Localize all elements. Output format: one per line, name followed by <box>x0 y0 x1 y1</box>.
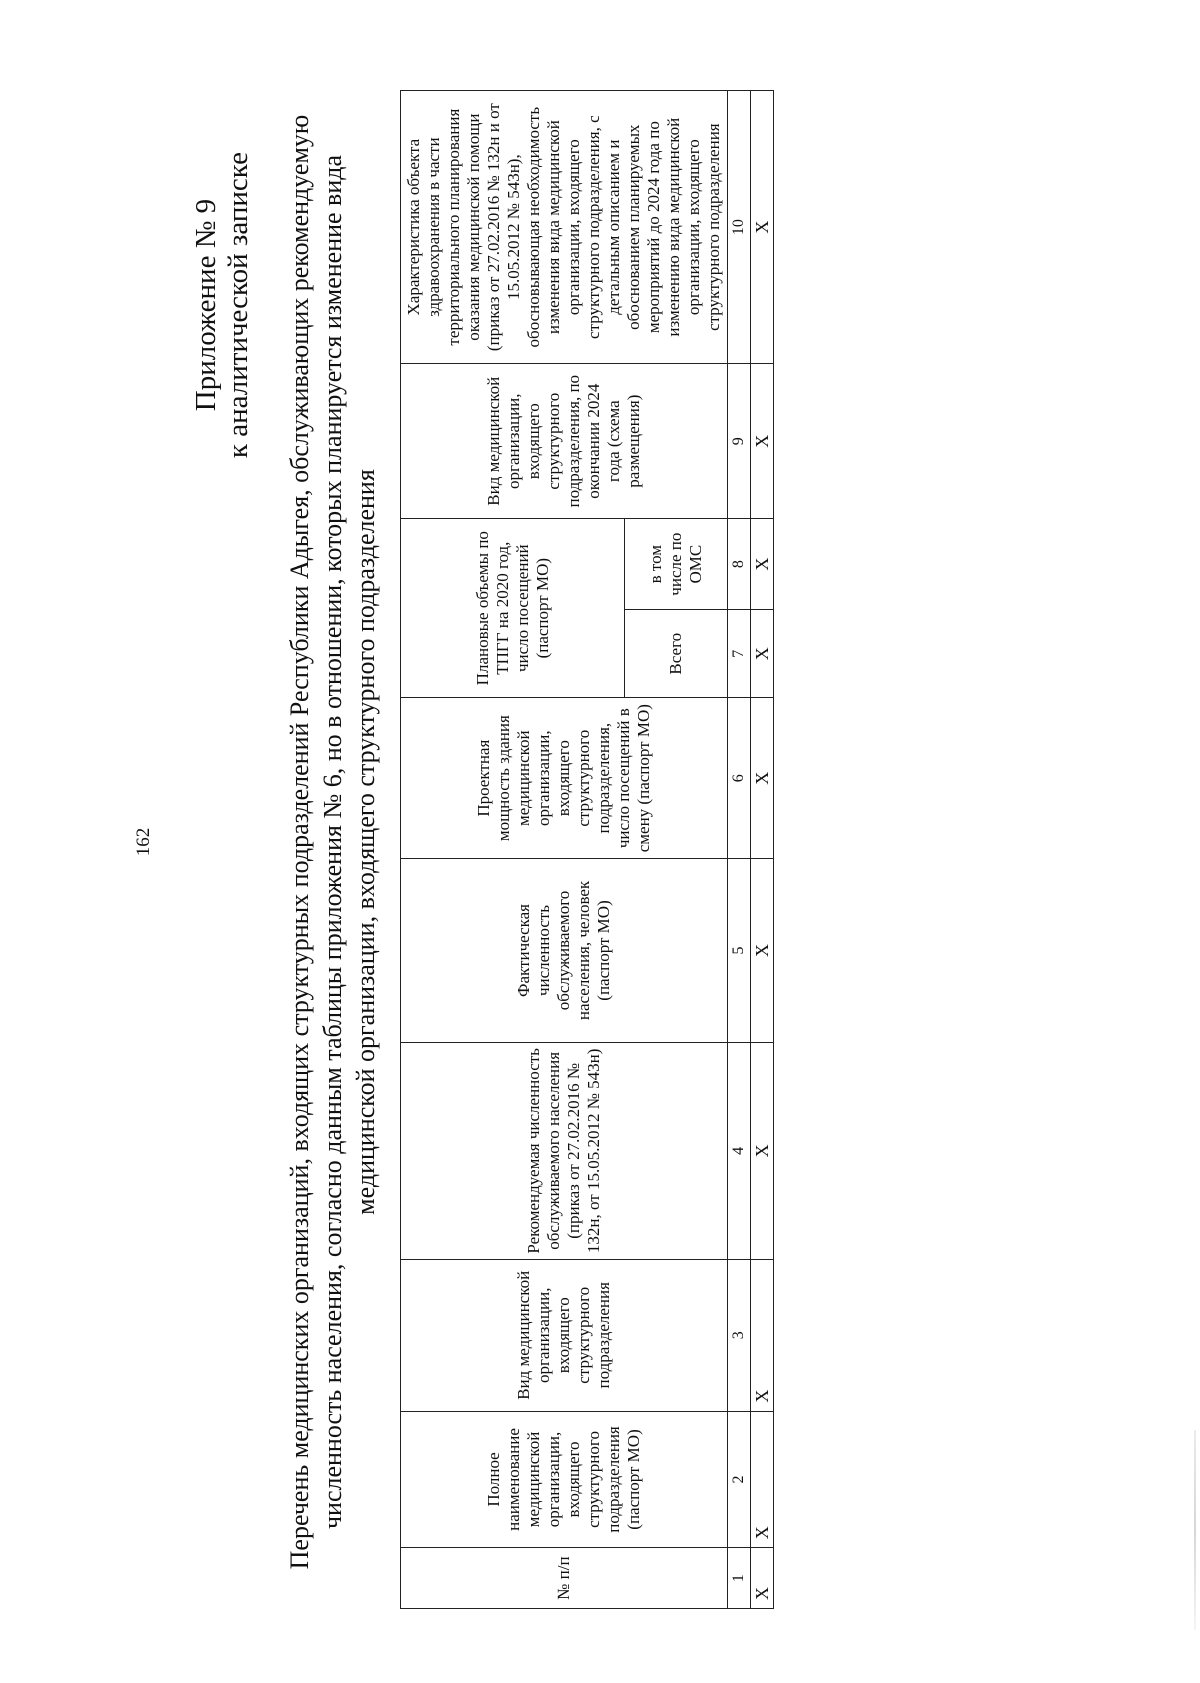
page-number: 162 <box>133 827 154 856</box>
header-characteristics: Характеристика объекта здравоохранения в части территориального планирования оказания медицинской помощи (приказ от 27.02.2016 № 132н и от 15.05.2012 № 543н), обосновывающая необходимость изменения вида медицинской организации, входящего структурного подразделения, с детальным описанием и обоснованием планируемых мероприятий до 2024 года по изменению вида медицинской организации, входящего структурного подразделения <box>401 90 728 363</box>
header-actual-population: Фактическая численность обслуживаемого населения, человек (паспорт МО) <box>401 858 728 1042</box>
table-cell: Х <box>751 609 774 697</box>
header-row-number: № п/п <box>401 1547 728 1608</box>
table-cell: Х <box>751 1042 774 1259</box>
table-cell: Х <box>751 1259 774 1411</box>
column-number: 4 <box>728 1042 751 1259</box>
header-type-2024: Вид медицинской организации, входящего структурного подразделения, по окончании 2024 года (схема размещения) <box>401 363 728 518</box>
column-number-row <box>728 90 751 1608</box>
header-recommended-population: Рекомендуемая численность обслуживаемого населения (приказ от 27.02.2016 № 132н, от 15.05.2012 № 543н) <box>401 1042 728 1259</box>
organizations-table <box>400 90 774 1609</box>
table-header-row <box>401 90 625 1608</box>
header-organization-type: Вид медицинской организации, входящего структурного подразделения <box>401 1259 728 1411</box>
column-number: 7 <box>728 609 751 697</box>
appendix-reference: к аналитической записке <box>222 151 254 458</box>
table-cell: Х <box>751 90 774 363</box>
table-cell: Х <box>751 1547 774 1608</box>
appendix-header <box>190 152 254 458</box>
table-cell: Х <box>751 1411 774 1548</box>
table-row <box>751 90 774 1608</box>
scan-edge-artifact <box>1194 1430 1196 1630</box>
table-cell: Х <box>751 697 774 858</box>
appendix-number: Приложение № 9 <box>190 198 222 411</box>
column-number: 3 <box>728 1259 751 1411</box>
column-number: 9 <box>728 363 751 518</box>
column-number: 1 <box>728 1547 751 1608</box>
rotated-page <box>55 42 1145 1642</box>
header-planned-volumes: Плановые объемы по ТПГГ на 2020 год, число посещений (паспорт МО) <box>401 518 625 697</box>
document-title: Перечень медицинских организаций, входящих структурных подразделений Республики Адыгея, обслуживающих рекомендуемую численность населения, согласно данным таблицы приложения № 6, но в отношении, которых планируется изменение вида медицинской организации, входящего структурного подразделения <box>285 114 380 1569</box>
table-container <box>400 90 774 1609</box>
table-cell: Х <box>751 363 774 518</box>
column-number: 8 <box>728 518 751 609</box>
column-number: 6 <box>728 697 751 858</box>
column-number: 10 <box>728 90 751 363</box>
header-total: Всего <box>625 609 728 697</box>
table-cell: Х <box>751 518 774 609</box>
header-design-capacity: Проектная мощность здания медицинской организации, входящего структурного подразделения, число посещений в смену (паспорт МО) <box>401 697 728 858</box>
header-full-name: Полное наименование медицинской организации, входящего структурного подразделения (паспорт МО) <box>401 1411 728 1548</box>
table-cell: Х <box>751 858 774 1042</box>
column-number: 5 <box>728 858 751 1042</box>
header-oms: в том числе по ОМС <box>625 518 728 609</box>
column-number: 2 <box>728 1411 751 1548</box>
